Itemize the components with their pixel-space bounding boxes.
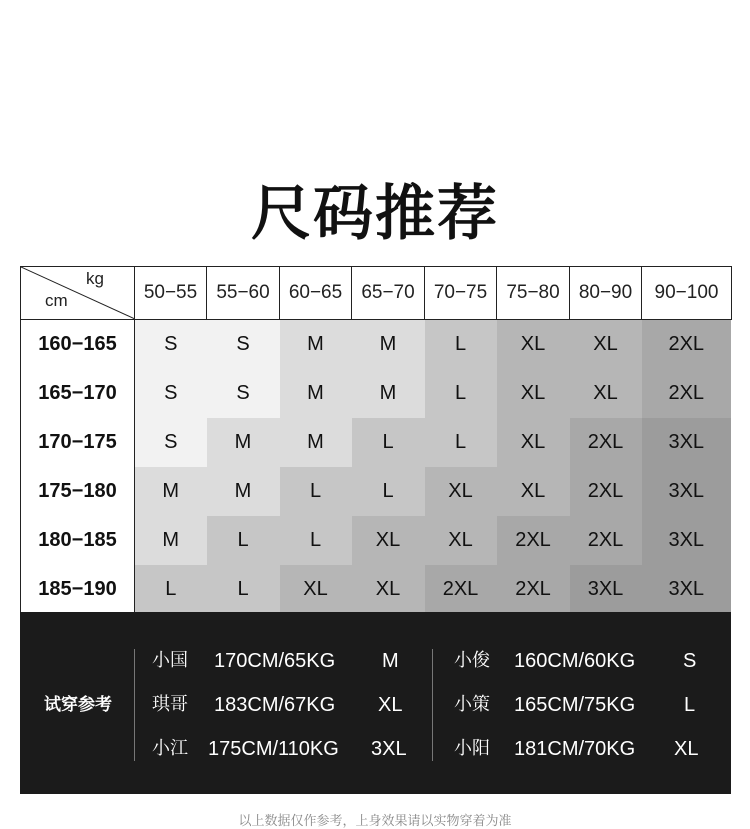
size-cell: 2XL [570, 516, 642, 565]
size-cell: L [135, 565, 207, 615]
size-cell: 2XL [497, 516, 570, 565]
ref-name: 小国 [152, 650, 188, 671]
size-cell: 2XL [642, 369, 732, 418]
ref-name: 小阳 [454, 738, 490, 759]
size-cell: L [280, 516, 352, 565]
height-unit-label: cm [45, 291, 68, 310]
height-range-label: 160−165 [21, 320, 135, 370]
ref-name: 琪哥 [152, 694, 188, 715]
size-cell: XL [280, 565, 352, 615]
weight-range-header: 90−100 [642, 267, 732, 320]
size-row [21, 565, 732, 615]
size-row [21, 369, 732, 418]
height-range-label: 175−180 [21, 467, 135, 516]
size-row [21, 467, 732, 516]
page-title: 尺码推荐 [251, 179, 499, 249]
size-row [21, 418, 732, 467]
ref-size: M [382, 650, 399, 672]
size-cell: M [207, 467, 280, 516]
size-cell: L [425, 418, 497, 467]
size-chart-table [20, 266, 732, 615]
size-cell: XL [425, 516, 497, 565]
size-cell: L [352, 418, 425, 467]
size-cell: L [280, 467, 352, 516]
weight-range-header: 50−55 [135, 267, 207, 320]
ref-measure: 160CM/60KG [514, 650, 636, 672]
size-cell: 2XL [642, 320, 732, 370]
size-cell: L [207, 565, 280, 615]
size-cell: L [207, 516, 280, 565]
weight-range-header: 55−60 [207, 267, 280, 320]
size-cell: XL [570, 369, 642, 418]
size-cell: S [135, 418, 207, 467]
size-cell: 3XL [642, 418, 732, 467]
weight-range-header: 80−90 [570, 267, 642, 320]
divider-left [134, 649, 135, 761]
size-cell: M [135, 516, 207, 565]
size-cell: L [425, 369, 497, 418]
size-cell: M [135, 467, 207, 516]
size-chart-body [21, 320, 732, 615]
size-cell: XL [352, 516, 425, 565]
ref-size: 3XL [371, 738, 407, 760]
ref-size: XL [674, 738, 699, 760]
size-cell: 2XL [570, 418, 642, 467]
size-cell: XL [570, 320, 642, 370]
size-cell: XL [497, 418, 570, 467]
size-cell: M [207, 418, 280, 467]
size-cell: M [280, 418, 352, 467]
corner-diagonal [21, 267, 135, 319]
size-row [21, 320, 732, 370]
size-cell: XL [497, 369, 570, 418]
ref-size: L [684, 694, 696, 716]
size-cell: S [207, 369, 280, 418]
ref-measure: 181CM/70KG [514, 738, 636, 760]
fit-reference-label: 试穿参考 [44, 695, 112, 715]
size-cell: 3XL [642, 467, 732, 516]
size-cell: S [135, 369, 207, 418]
size-cell: M [280, 369, 352, 418]
size-cell: 3XL [570, 565, 642, 615]
weight-range-header: 75−80 [497, 267, 570, 320]
ref-measure: 183CM/67KG [214, 694, 336, 716]
height-range-label: 185−190 [21, 565, 135, 615]
size-cell: 3XL [642, 565, 732, 615]
height-range-label: 165−170 [21, 369, 135, 418]
ref-name: 小策 [454, 694, 490, 715]
size-cell: XL [425, 467, 497, 516]
size-cell: 3XL [642, 516, 732, 565]
fit-reference-panel [20, 612, 731, 794]
ref-measure: 165CM/75KG [514, 694, 636, 716]
height-range-label: 180−185 [21, 516, 135, 565]
ref-size: S [683, 650, 697, 672]
size-cell: XL [497, 320, 570, 370]
size-cell: S [135, 320, 207, 370]
ref-size: XL [378, 694, 403, 716]
weight-range-header: 60−65 [280, 267, 352, 320]
weight-header-row [21, 267, 732, 320]
divider-middle [432, 649, 433, 761]
corner-cell [21, 267, 135, 320]
ref-measure: 170CM/65KG [214, 650, 336, 672]
size-cell: L [352, 467, 425, 516]
size-cell: 2XL [425, 565, 497, 615]
ref-name: 小俊 [454, 650, 490, 671]
footnote: 以上数据仅作参考，上身效果请以实物穿着为准 [238, 814, 512, 829]
weight-range-header: 70−75 [425, 267, 497, 320]
size-row [21, 516, 732, 565]
size-cell: L [425, 320, 497, 370]
ref-name: 小江 [152, 738, 188, 759]
weight-unit-label: kg [86, 269, 104, 288]
size-cell: XL [497, 467, 570, 516]
ref-measure: 175CM/110KG [208, 738, 339, 760]
size-cell: XL [352, 565, 425, 615]
size-cell: M [352, 369, 425, 418]
size-cell: M [280, 320, 352, 370]
height-range-label: 170−175 [21, 418, 135, 467]
size-cell: 2XL [497, 565, 570, 615]
size-cell: S [207, 320, 280, 370]
weight-range-header: 65−70 [352, 267, 425, 320]
size-cell: M [352, 320, 425, 370]
size-cell: 2XL [570, 467, 642, 516]
